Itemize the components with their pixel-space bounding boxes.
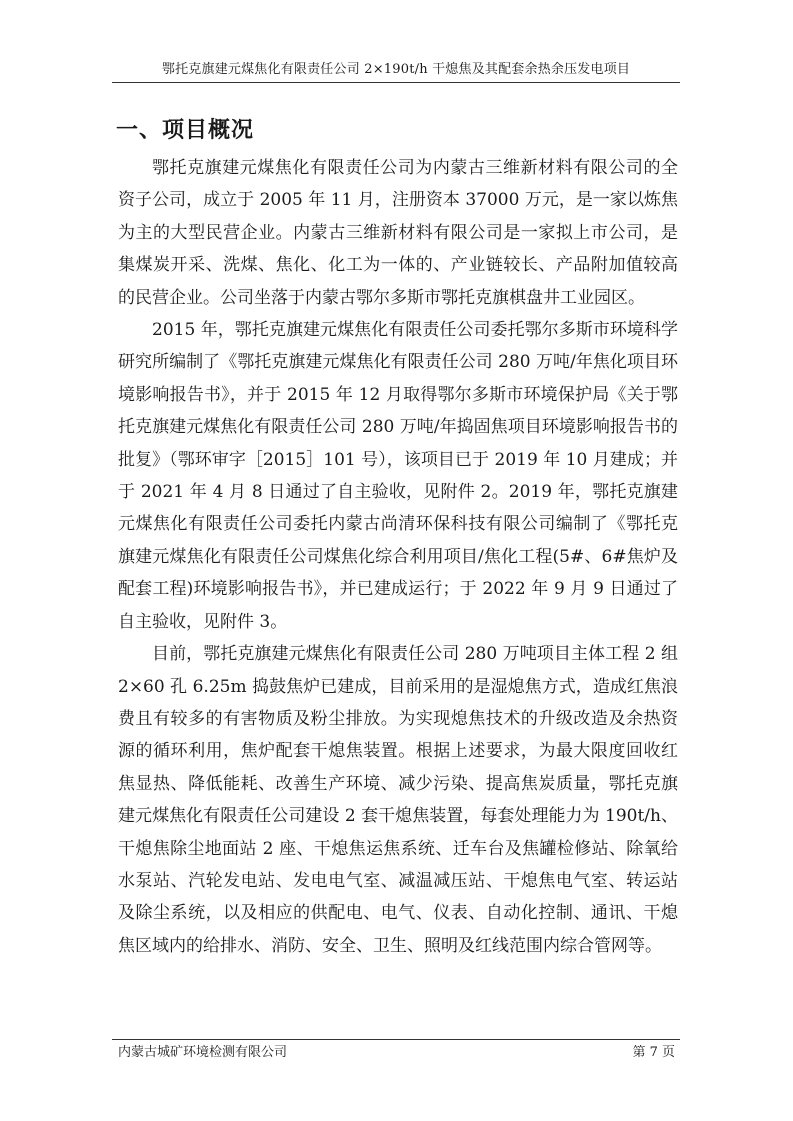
- section-title: 一、项目概况: [116, 118, 255, 143]
- paragraph-project-history: 2015 年，鄂托克旗建元煤焦化有限责任公司委托鄂尔多斯市环境科学研究所编制了《鄂托克旗建元煤焦化有限责任公司 280 万吨/年焦化项目环境影响报告书》，并于 2015 年 12 月取得鄂尔多斯市环境保护局《关于鄂托克旗建元煤焦化有限责任公司 280 万吨/年捣固焦项目环境影响报告书的批复》（鄂环审字［2015］101 号），该项目已于 2019 年 10 月建成；并于 2021 年 4 月 8 日通过了自主验收，见附件 2。2019 年，鄂托克旗建元煤焦化有限责任公司委托内蒙古尚清环保科技有限公司编制了《鄂托克旗建元煤焦化有限责任公司煤焦化综合利用项目/焦化工程(5#、6#焦炉及配套工程)环境影响报告书》，并已建成运行；于 2022 年 9 月 9 日通过了自主验收，见附件 3。: [118, 320, 678, 632]
- body-text: [118, 152, 678, 962]
- page-number: 第 7 页: [632, 1045, 675, 1060]
- running-header: 鄂托克旗建元煤焦化有限责任公司 2×190t/h 干熄焦及其配套余热余压发电项目: [161, 62, 631, 77]
- footer-company: 内蒙古城矿环境检测有限公司: [118, 1045, 288, 1060]
- paragraph-project-scope: 目前，鄂托克旗建元煤焦化有限责任公司 280 万吨项目主体工程 2 组 2×60 孔 6.25m 捣鼓焦炉已建成，目前采用的是湿熄焦方式，造成红焦浪费且有较多的有害物质及粉尘排放。为实现熄焦技术的升级改造及余热资源的循环利用，焦炉配套干熄焦装置。根据上述要求，为最大限度回收红焦显热、降低能耗、改善生产环境、减少污染、提高焦炭质量，鄂托克旗建元煤焦化有限责任公司建设 2 套干熄焦装置，每套处理能力为 190t/h、干熄焦除尘地面站 2 座、干熄焦运焦系统、迁车台及焦罐检修站、除氧给水泵站、汽轮发电站、发电电气室、减温减压站、干熄焦电气室、转运站及除尘系统，以及相应的供配电、电气、仪表、自动化控制、通讯、干熄焦区域内的给排水、消防、安全、卫生、照明及红线范围内综合管网等。: [118, 644, 678, 956]
- header-divider: [112, 82, 680, 83]
- paragraph-company-overview: 鄂托克旗建元煤焦化有限责任公司为内蒙古三维新材料有限公司的全资子公司，成立于 2005 年 11 月，注册资本 37000 万元，是一家以炼焦为主的大型民营企业。内蒙古三维新材料有限公司是一家拟上市公司，是集煤炭开采、洗煤、焦化、化工为一体的、产业链较长、产品附加值较高的民营企业。公司坐落于内蒙古鄂尔多斯市鄂托克旗棋盘井工业园区。: [118, 158, 678, 308]
- footer-divider: [112, 1039, 680, 1040]
